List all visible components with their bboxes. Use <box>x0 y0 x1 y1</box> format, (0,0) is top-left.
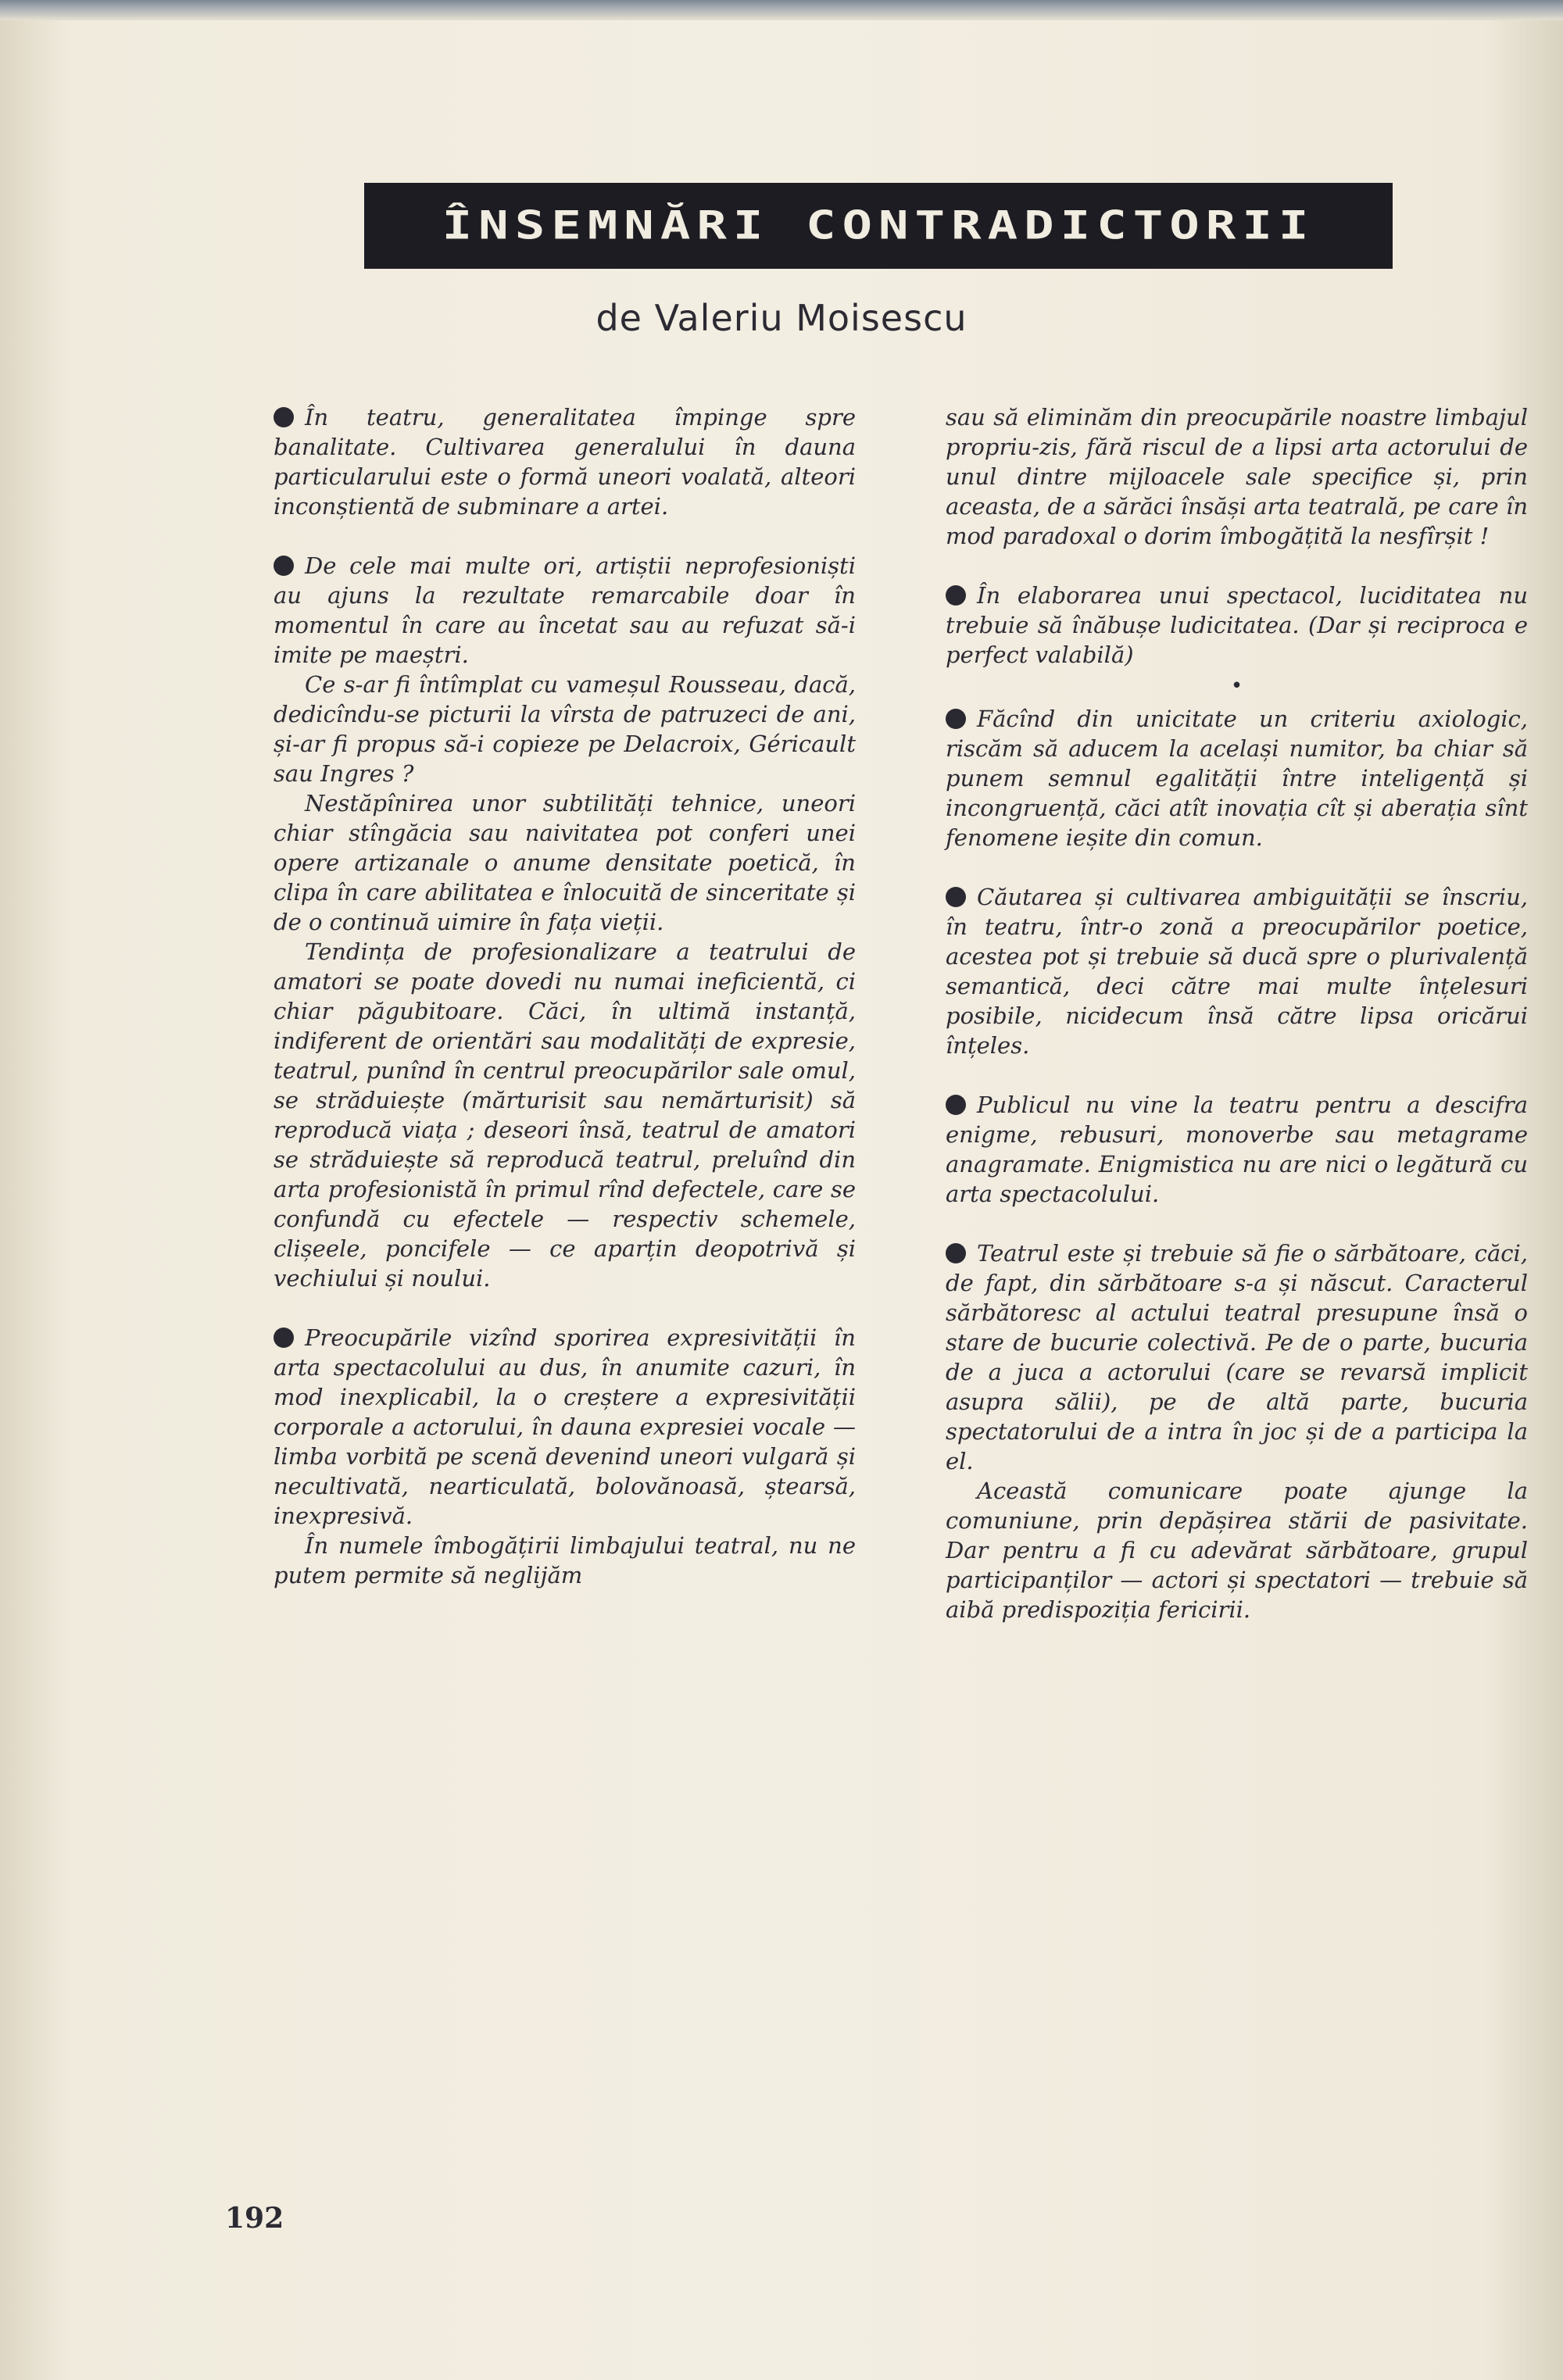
note-paragraph: Această comunicare poate ajunge la comuniune, prin depășirea stării de pasivitate. Dar pentru a fi cu adevărat sărbătoare, grupul participanților — actori și spectatori — trebuie să aibă predispoziția fericirii. <box>946 1478 1528 1623</box>
continuation-paragraph: sau să eliminăm din preocupările noastre limbajul propriu-zis, fără riscul de a lipsi arta actorului de unul dintre mijloacele sale specifice și, prin aceasta, de a sărăci însăși arta teatrală, pe care în mod paradoxal o dorim îmbogățită la nesfîrșit ! <box>946 404 1528 549</box>
note-paragraph: De cele mai multe ori, artiștii neprofesioniști au ajuns la rezultate remarcabile doar în momentul în care au încetat sau au refuzat să-i imite pe maeștri. <box>274 552 856 668</box>
note-paragraph: Nestăpînirea unor subtilități tehnice, uneori chiar stîngăcia sau naivitatea pot conferi unei opere artizanale o anume densitate poetică, în clipa în care abilitatea e înlocuită de sinceritate și de o continuă uimire în fața vieții. <box>274 790 856 935</box>
note-paragraph: Preocupările vizînd sporirea expresivității în arta spectacolului au dus, în anumite cazuri, în mod inexplicabil, la o creștere a expresivității corporale a actorului, în dauna expresiei vocale — limba vorbită pe scenă devenind uneori vulgară și necultivată, nearticulată, bolovănoasă, ștearsă, inexpresivă. <box>274 1324 856 1529</box>
title-banner <box>364 183 1393 269</box>
divider-dot: • <box>1230 674 1243 698</box>
left-column <box>274 402 856 1590</box>
note-paragraph: Publicul nu vine la teatru pentru a descifra enigme, rebusuri, monoverbe sau metagrame anagramate. Enigmistica nu are nici o legătură cu arta spectacolului. <box>946 1092 1528 1207</box>
page-number: 192 <box>225 2202 284 2235</box>
note-block <box>274 402 856 521</box>
right-column <box>946 402 1528 1624</box>
bullet-dot-icon <box>946 585 966 606</box>
note-paragraph: Ce s-ar fi întîmplat cu vameșul Rousseau, dacă, dedicîndu-se picturii la vîrsta de patruzeci de ani, și-ar fi propus să-i copieze pe Delacroix, Géricault sau Ingres ? <box>274 671 856 787</box>
note-paragraph: Căutarea și cultivarea ambiguității se înscriu, în teatru, într-o zonă a preocupărilor poetice, acestea pot și trebuie să ducă spre o plurivalență semantică, deci către mai multe înțelesuri posibile, nicidecum însă către lipsa oricărui înțeles. <box>946 884 1528 1059</box>
note-paragraph: Tendința de profesionalizare a teatrului de amatori se poate dovedi nu numai ineficientă, ci chiar păgubitoare. Căci, în ultimă instanță, indiferent de orientări sau modalități de expresie, teatrul, punînd în centrul preocupărilor sale omul, se străduiește (mărturisit sau nemărturisit) să reproducă viața ; deseori însă, teatrul de amatori se străduiește să reproducă teatrul, preluînd din arta profesionistă în primul rînd defectele, care se confundă cu efectele — respectiv schemele, clișeele, poncifele — ce aparțin deopotrivă și vechiului și noului. <box>274 938 856 1292</box>
bullet-dot-icon <box>274 556 294 576</box>
note-block <box>946 1238 1528 1624</box>
article-title: ÎNSEMNĂRI CONTRADICTORII <box>442 203 1315 248</box>
note-block <box>946 402 1528 551</box>
note-block <box>946 704 1528 852</box>
bullet-dot-icon <box>946 709 966 729</box>
note-block <box>946 581 1528 670</box>
note-block <box>946 1090 1528 1209</box>
note-paragraph: În elaborarea unui spectacol, luciditatea nu trebuie să înăbușe ludicitatea. (Dar și reciproca e perfect valabilă) <box>946 582 1528 668</box>
note-paragraph: Făcînd din unicitate un criteriu axiologic, riscăm să aducem la același numitor, ba chiar să punem semnul egalității între inteligență și incongruență, căci atît inovația cît și aberația sînt fenomene ieșite din comun. <box>946 706 1528 851</box>
author-byline: de Valeriu Moisescu <box>596 297 967 339</box>
note-block <box>274 1323 856 1590</box>
note-block <box>946 882 1528 1060</box>
bullet-dot-icon <box>946 1095 966 1115</box>
page-top-edge <box>0 0 1563 20</box>
note-block <box>274 551 856 1293</box>
note-paragraph: Teatrul este și trebuie să fie o sărbătoare, căci, de fapt, din sărbătoare s-a și născut. Caracterul sărbătoresc al actului teatral presupune însă o stare de bucurie colectivă. Pe de o parte, bucuria de a juca a actorului (care se revarsă implicit asupra sălii), pe de altă parte, bucuria spectatorului de a intra în joc și de a participa la el. <box>946 1240 1528 1474</box>
bullet-dot-icon <box>274 1328 294 1348</box>
bullet-dot-icon <box>946 887 966 907</box>
note-paragraph: În numele îmbogățirii limbajului teatral, nu ne putem permite să neglijăm <box>274 1532 856 1588</box>
bullet-dot-icon <box>946 1243 966 1263</box>
note-paragraph: În teatru, generalitatea împinge spre banalitate. Cultivarea generalului în dauna particularului este o formă uneori voalată, alteori inconștientă de subminare a artei. <box>274 404 856 520</box>
bullet-dot-icon <box>274 407 294 427</box>
